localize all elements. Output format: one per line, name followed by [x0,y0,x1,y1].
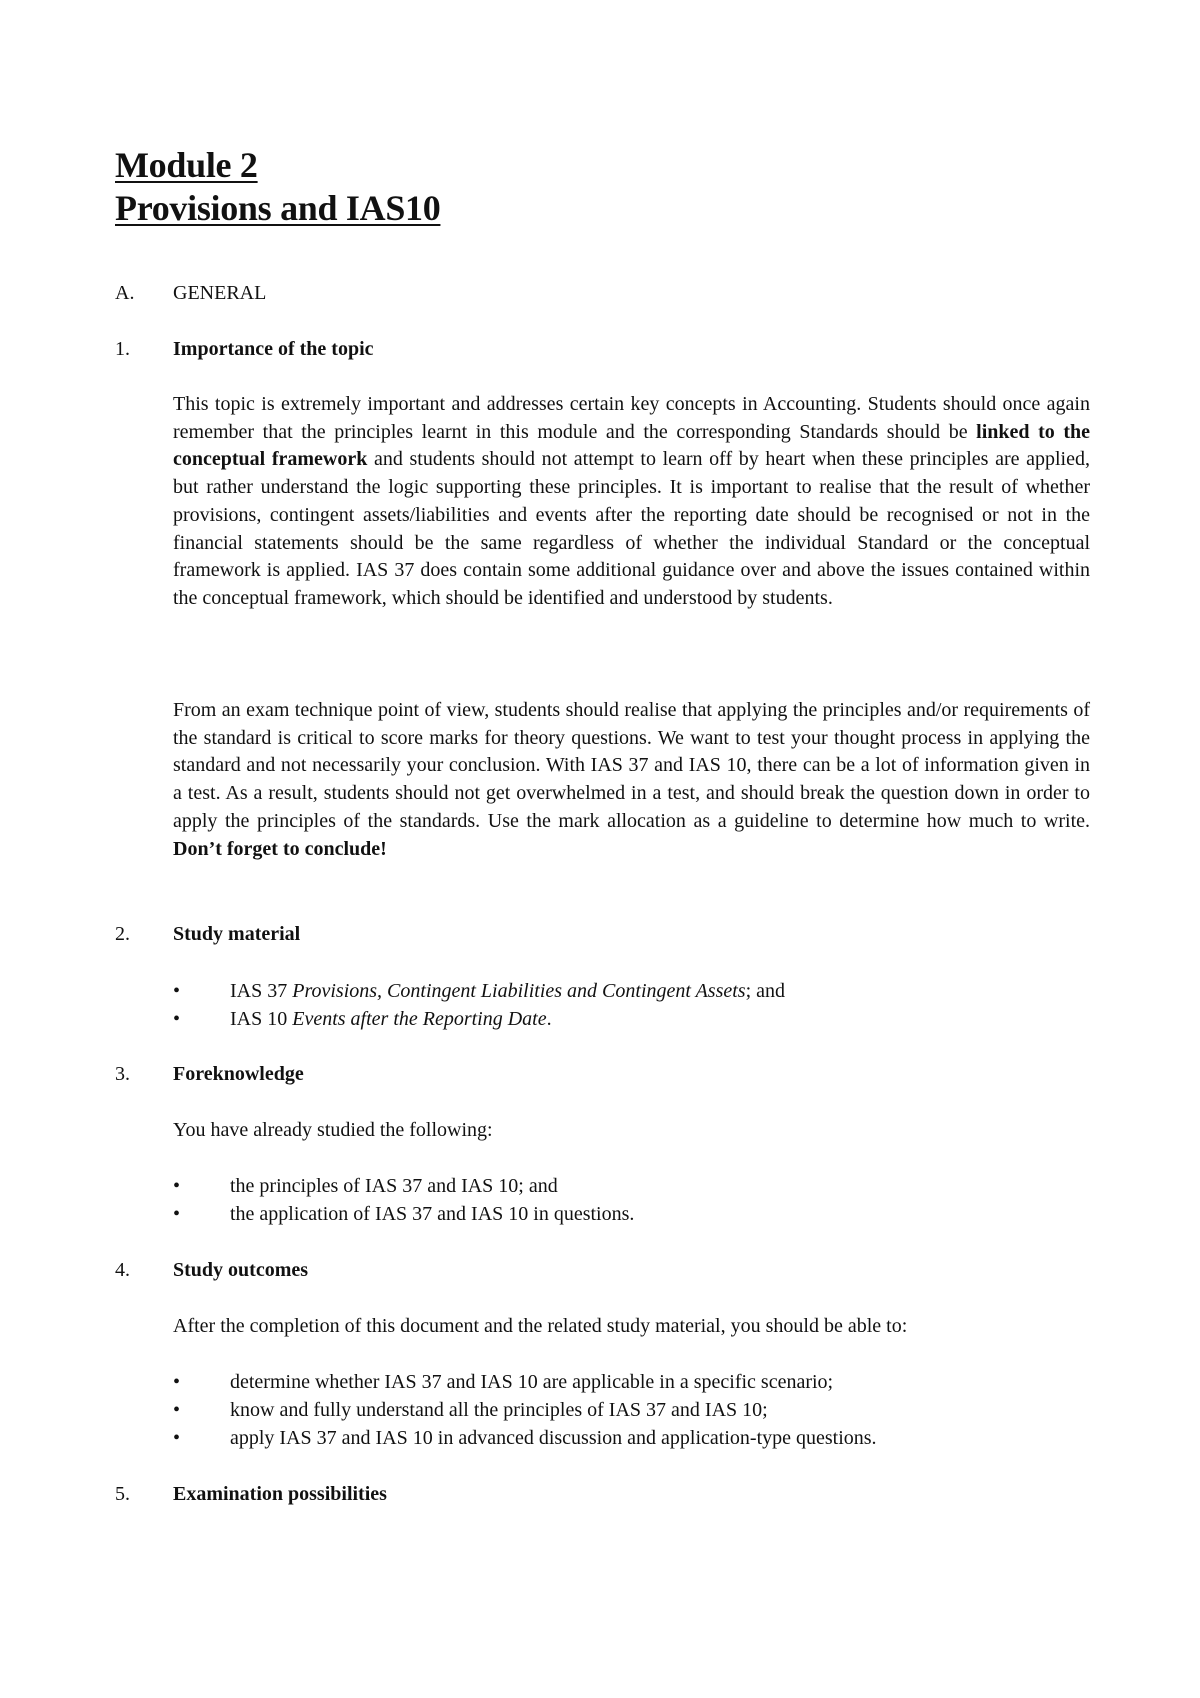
standard-title: Provisions, Contingent Liabilities and Contingent Assets [292,980,746,1002]
list-item-text: determine whether IAS 37 and IAS 10 are applicable in a specific scenario; [230,1371,834,1393]
item-heading: Study material [173,923,301,945]
list-item-text: know and fully understand all the principles of IAS 37 and IAS 10; [230,1399,768,1421]
bullet-icon: • [173,1371,181,1393]
foreknowledge-intro: You have already studied the following: [173,1119,493,1141]
foreknowledge-list [173,1172,1090,1228]
study-material-list [173,977,1090,1033]
bullet-icon: • [173,1175,181,1197]
list-item [173,1396,1090,1424]
study-outcomes-list [173,1368,1090,1452]
item-number: 3. [115,1063,130,1085]
bullet-icon: • [173,1008,181,1030]
item-heading: Foreknowledge [173,1063,304,1085]
list-item-text: apply IAS 37 and IAS 10 in advanced discussion and application-type questions. [230,1427,877,1449]
list-item [173,1200,1090,1228]
paragraph-text: From an exam technique point of view, students should realise that applying the principles and/or requirements of the standard is critical to score marks for theory questions. We want to test your thought process in applying the standard and not necessarily your conclusion. With IAS 37 and IAS 10, there can be a lot of information given in a test. As a result, students should not get overwhelmed in a test, and should break the question down in order to apply the principles of the standards. Use the mark allocation as a guideline to determine how much to write. [173,699,1090,832]
item-number: 5. [115,1483,130,1505]
study-outcomes-intro: After the completion of this document and the related study material, you should be able to: [173,1315,908,1337]
list-item [173,1172,1090,1200]
item-heading: Examination possibilities [173,1483,387,1505]
item-number: 4. [115,1259,130,1281]
importance-paragraph-2 [173,697,1090,863]
bullet-icon: • [173,1399,181,1421]
list-item-text: the principles of IAS 37 and IAS 10; and [230,1175,558,1197]
paragraph-text: and students should not attempt to learn off by heart when these principles are applied, but rather understand the logic supporting these principles. It is important to realise that the result of whether provisions, contingent assets/liabilities and events after the reporting date should be recognised or not in the financial statements should be the same regardless of whether the individual Standard or the conceptual framework is applied. IAS 37 does contain some additional guidance over and above the issues contained within the conceptual framework, which should be identified and understood by students. [173,448,1090,609]
bullet-icon: • [173,1203,181,1225]
section-label: GENERAL [173,282,267,304]
emphasis-text: linked to the conceptual framework [173,420,1090,471]
bullet-icon: • [173,980,181,1002]
list-item-text: the application of IAS 37 and IAS 10 in questions. [230,1203,635,1225]
item-heading: Study outcomes [173,1259,309,1281]
list-item [173,1005,1090,1033]
list-item [173,977,1090,1005]
paragraph-text: This topic is extremely important and addresses certain key concepts in Accounting. Students should once again remember that the principles learnt in this module and the corresponding Standards should be [173,393,1090,443]
module-title: Module 2 [115,145,258,185]
list-item [173,1368,1090,1396]
list-item-text: . [546,1008,552,1030]
item-number: 1. [115,338,130,360]
list-item-text: ; and [745,980,786,1002]
standard-title: Events after the Reporting Date [292,1008,547,1030]
list-item [173,1424,1090,1452]
item-number: 2. [115,923,130,945]
importance-paragraph-1 [173,391,1090,613]
module-subtitle: Provisions and IAS10 [115,188,441,228]
item-heading: Importance of the topic [173,338,374,360]
list-item-text: IAS 10 [230,1008,293,1030]
section-number: A. [115,282,135,304]
list-item-text: IAS 37 [230,980,293,1002]
emphasis-text: Don’t forget to conclude! [173,837,387,860]
bullet-icon: • [173,1427,181,1449]
